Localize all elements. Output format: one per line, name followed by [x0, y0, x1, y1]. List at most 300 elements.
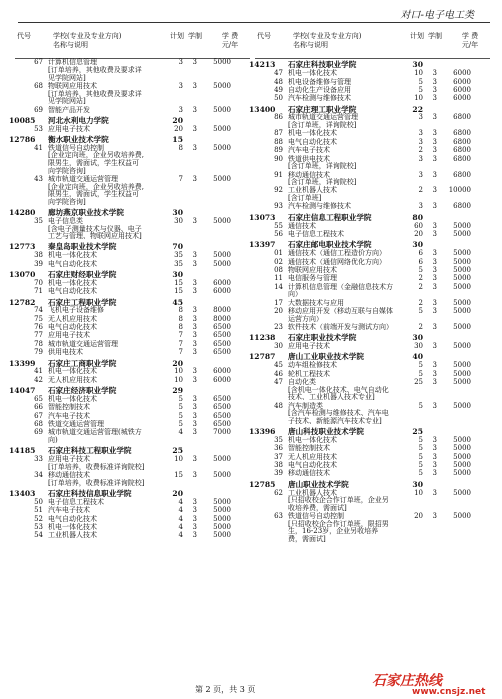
row-years: 3 [192, 506, 197, 515]
row-fee: 6500 [213, 348, 231, 357]
row-plan: 4 [178, 522, 183, 531]
row-code: 90 [274, 154, 283, 163]
row-fee: 5000 [453, 306, 471, 315]
row-code: 48 [274, 401, 283, 410]
row-plan: 5 [418, 85, 423, 94]
row-years: 3 [432, 257, 437, 266]
row-name: 电气自动化技术 [48, 514, 97, 523]
row-name: 秦皇岛职业技术学院 [48, 242, 117, 252]
row-name: 电子信息工程技术 [288, 229, 344, 238]
row-years: 3 [192, 428, 197, 437]
right-rows [249, 60, 490, 544]
row-plan: 35 [174, 251, 183, 260]
row-name: 应用电子技术 [48, 124, 90, 133]
row-code: 86 [274, 113, 283, 122]
row-code: 68 [34, 420, 43, 429]
row-fee: 6800 [453, 137, 471, 146]
row-years: 3 [432, 129, 437, 138]
row-name: 电信服务与管理 [288, 274, 337, 283]
row-name: 汽车电子技术 [48, 506, 90, 515]
row-name: 应用电子技术 [48, 331, 90, 340]
header-code: 代号 [257, 32, 271, 40]
row-code: 20 [274, 306, 283, 315]
row-plan: 3 [418, 137, 423, 146]
row-years: 3 [432, 469, 437, 478]
row-code: 75 [34, 314, 43, 323]
row-plan: 8 [178, 143, 183, 152]
school-row [9, 489, 250, 499]
row-years: 3 [432, 85, 437, 94]
row-fee: 5000 [213, 174, 231, 183]
row-years: 3 [192, 124, 197, 133]
row-years: 3 [192, 306, 197, 315]
row-plan: 7 [178, 174, 183, 183]
school-row [9, 115, 250, 126]
row-fee: 5000 [453, 469, 471, 478]
major-row [15, 429, 250, 445]
row-fee: 6500 [213, 331, 231, 340]
row-plan: 2 [418, 186, 423, 195]
row-fee: 6500 [213, 394, 231, 403]
row-code: 13073 [249, 212, 276, 222]
row-code: 68 [34, 81, 43, 90]
row-name: 石家庄信息工程职业学院 [288, 212, 372, 222]
row-fee: 6000 [213, 367, 231, 376]
row-name: 移动通信技术 [288, 469, 330, 478]
row-fee: 5000 [213, 143, 231, 152]
row-years: 3 [432, 113, 437, 122]
row-plan: 6 [418, 249, 423, 258]
row-code: 77 [34, 331, 43, 340]
row-years: 3 [432, 369, 437, 378]
row-name: 智能产品开发 [48, 105, 90, 114]
row-years: 3 [192, 348, 197, 357]
row-years: 3 [432, 306, 437, 315]
row-name: 城市轨道交通运营管理 [48, 339, 118, 348]
row-plan: 22 [412, 104, 423, 114]
row-code: 74 [34, 306, 43, 315]
row-name: 机电一体化技术 [288, 69, 337, 78]
row-code: 43 [34, 174, 43, 183]
row-plan: 30 [412, 333, 423, 343]
row-plan: 5 [178, 420, 183, 429]
row-years: 3 [192, 471, 197, 480]
row-code: 55 [274, 221, 283, 230]
left-rows [9, 58, 250, 540]
header-school: 学校(专业及专业方向) 名称与说明 [293, 32, 362, 49]
row-plan: 2 [418, 322, 423, 331]
page-category-title: 对口-电子电工类 [400, 10, 474, 21]
row-plan: 10 [174, 375, 183, 384]
row-years: 3 [192, 522, 197, 531]
header-rule [18, 22, 490, 23]
row-fee: 5000 [213, 497, 231, 506]
major-row [255, 275, 490, 283]
major-row [15, 349, 250, 357]
row-fee: 5000 [213, 105, 231, 114]
row-years: 3 [192, 216, 197, 225]
row-plan: 4 [178, 428, 183, 437]
row-fee: 6000 [453, 94, 471, 103]
row-name: 电子信息类 [含电子测量技术与仪器、电子 工艺与管理、物联网应用技术] [48, 216, 142, 241]
major-row [255, 362, 490, 370]
row-code: 23 [274, 322, 283, 331]
row-plan: 10 [414, 94, 423, 103]
row-name: 石家庄科技工程职业学院 [48, 446, 132, 456]
row-code: 49 [274, 85, 283, 94]
header-code: 代号 [17, 32, 31, 40]
row-fee: 5000 [453, 322, 471, 331]
row-plan: 4 [178, 514, 183, 523]
row-code: 54 [34, 531, 43, 540]
row-plan: 20 [172, 489, 183, 499]
row-name: 无人机应用技术 [48, 314, 97, 323]
row-code: 47 [274, 69, 283, 78]
row-years: 3 [432, 461, 437, 470]
row-fee: 5000 [453, 342, 471, 351]
row-plan: 15 [172, 135, 183, 145]
row-fee: 8000 [213, 306, 231, 315]
row-fee: 6500 [213, 339, 231, 348]
row-name: 供用电技术 [48, 348, 83, 357]
row-name: 河北水利电力学院 [48, 115, 109, 125]
row-code: 88 [274, 137, 283, 146]
row-fee: 5000 [213, 455, 231, 464]
row-years: 3 [192, 58, 197, 67]
major-row [15, 252, 250, 260]
row-plan: 5 [418, 435, 423, 444]
major-row [255, 203, 490, 211]
row-plan: 4 [178, 497, 183, 506]
row-name: 软件技术（前端开发与测试方向） [288, 322, 393, 331]
row-years: 3 [432, 452, 437, 461]
row-plan: 60 [414, 221, 423, 230]
major-row [15, 83, 250, 107]
major-row [255, 489, 490, 513]
row-plan: 3 [418, 170, 423, 179]
row-code: 92 [274, 186, 283, 195]
row-code: 63 [274, 512, 283, 521]
row-code: 50 [274, 94, 283, 103]
row-plan: 6 [418, 257, 423, 266]
row-plan: 5 [178, 394, 183, 403]
major-row [255, 147, 490, 155]
row-plan: 25 [412, 427, 423, 437]
major-row [255, 95, 490, 103]
row-name: 铁道信号自动控制 [只招收校企合作订单班，限招男 生，16-23岁，企业另收培养 费，需面试] [288, 512, 389, 543]
row-name: 石家庄科技信息职业学院 [48, 489, 132, 499]
row-plan: 20 [414, 512, 423, 521]
row-plan: 3 [178, 105, 183, 114]
row-code: 53 [34, 522, 43, 531]
row-plan: 2 [418, 282, 423, 291]
row-years: 3 [432, 274, 437, 283]
row-plan: 7 [178, 348, 183, 357]
row-plan: 45 [172, 297, 183, 307]
row-code: 11 [274, 274, 283, 283]
watermark-logo [372, 670, 500, 698]
row-name: 唐山科技职业技术学院 [288, 427, 364, 437]
row-plan: 5 [418, 77, 423, 86]
row-fee: 5000 [213, 81, 231, 90]
row-code: 47 [274, 378, 283, 387]
row-code: 39 [34, 259, 43, 268]
row-name: 唐山工业职业技术学院 [288, 352, 364, 362]
row-code: 93 [274, 202, 283, 211]
row-fee: 6000 [213, 278, 231, 287]
row-code: 13403 [9, 489, 36, 499]
row-years: 3 [192, 420, 197, 429]
row-plan: 30 [174, 216, 183, 225]
row-fee: 6800 [453, 129, 471, 138]
row-plan: 3 [178, 58, 183, 67]
row-fee: 5000 [453, 369, 471, 378]
row-name: 机电一体化技术 [288, 129, 337, 138]
row-years: 3 [192, 367, 197, 376]
major-row [255, 308, 490, 324]
row-fee: 5000 [213, 216, 231, 225]
row-plan: 15 [174, 471, 183, 480]
row-code: 01 [274, 249, 283, 258]
row-name: 机电一体化技术 [48, 522, 97, 531]
row-code: 69 [34, 105, 43, 114]
row-code: 78 [34, 339, 43, 348]
major-row [255, 155, 490, 171]
row-name: 汽车制造类 [含汽车检测与维修技术、汽车电 子技术、新能源汽车技术专业] [288, 401, 389, 425]
row-code: 36 [274, 444, 283, 453]
row-name: 石家庄邮电职业技术学院 [288, 240, 372, 250]
row-years: 3 [192, 455, 197, 464]
row-fee: 10000 [448, 186, 471, 195]
major-row [15, 456, 250, 472]
row-name: 城市轨道交通运营管理 [含订单班，详询院校] [288, 113, 358, 130]
row-code: 38 [274, 461, 283, 470]
row-name: 通信技术 [288, 221, 316, 230]
row-fee: 6500 [213, 323, 231, 332]
row-fee: 5000 [213, 522, 231, 531]
major-row [15, 144, 250, 175]
row-plan: 25 [172, 446, 183, 456]
row-plan: 30 [412, 60, 423, 70]
row-code: 08 [274, 265, 283, 274]
row-years: 3 [192, 314, 197, 323]
row-name: 衡水职业技术学院 [48, 135, 109, 145]
row-code: 62 [274, 488, 283, 497]
row-fee: 5000 [453, 221, 471, 230]
row-code: 45 [274, 361, 283, 370]
row-fee: 5000 [453, 401, 471, 410]
row-name: 石家庄工商职业学院 [48, 358, 117, 368]
row-years: 3 [192, 251, 197, 260]
row-code: 12782 [9, 297, 36, 307]
row-name: 城市轨道交通运营管理(城铁方 向) [48, 428, 142, 444]
row-code: 17 [274, 298, 283, 307]
row-code: 39 [274, 469, 283, 478]
row-name: 自动化类 [含机电一体化技术、电气自动化 技术、工业机器人技术专业] [288, 378, 389, 402]
row-name: 应用电子技术 [288, 342, 330, 351]
major-row [255, 324, 490, 332]
row-plan: 10 [174, 367, 183, 376]
row-years: 3 [432, 94, 437, 103]
row-fee: 5000 [213, 251, 231, 260]
row-plan: 8 [178, 306, 183, 315]
row-plan: 10 [414, 69, 423, 78]
row-fee: 6800 [453, 146, 471, 155]
row-code: 50 [34, 497, 43, 506]
row-code: 14213 [249, 60, 276, 70]
row-name: 汽车检测与维修技术 [288, 94, 351, 103]
row-name: 无人机应用技术 [288, 452, 337, 461]
row-plan: 20 [414, 229, 423, 238]
row-fee: 6000 [453, 85, 471, 94]
row-code: 35 [34, 216, 43, 225]
row-years: 3 [192, 278, 197, 287]
school-row [9, 135, 250, 145]
school-row [249, 212, 490, 222]
row-plan: 5 [418, 361, 423, 370]
row-code: 13400 [249, 104, 276, 114]
row-code: 14185 [9, 446, 36, 456]
row-code: 12785 [249, 479, 276, 489]
row-name: 移动应用开发（移动互联与自媒体 运营方向） [288, 306, 393, 323]
row-code: 41 [34, 143, 43, 152]
header-years: 学制 [188, 32, 202, 40]
row-name: 机电一体化技术 [48, 394, 97, 403]
row-years: 3 [432, 69, 437, 78]
page-number: 第 2 页，共 3 页 [195, 685, 256, 694]
row-years: 3 [192, 105, 197, 114]
major-row [15, 532, 250, 540]
row-code: 12787 [249, 352, 276, 362]
row-years: 3 [432, 170, 437, 179]
row-name: 石家庄经济职业学院 [48, 386, 117, 396]
row-fee: 5000 [453, 229, 471, 238]
row-plan: 8 [178, 314, 183, 323]
row-plan: 3 [418, 129, 423, 138]
row-fee: 5000 [453, 282, 471, 291]
row-fee: 6000 [213, 375, 231, 384]
row-code: 41 [34, 367, 43, 376]
row-name: 物联网应用技术 [订单培养，其他收费及要求详 见学院网站] [48, 81, 142, 106]
row-name: 无人机应用技术 [48, 375, 97, 384]
row-fee: 6800 [453, 170, 471, 179]
row-plan: 30 [172, 208, 183, 218]
row-code: 79 [34, 348, 43, 357]
row-years: 3 [432, 401, 437, 410]
row-code: 53 [34, 124, 43, 133]
row-years: 3 [192, 411, 197, 420]
row-plan: 15 [174, 287, 183, 296]
major-row [255, 402, 490, 426]
row-years: 3 [432, 322, 437, 331]
row-years: 3 [432, 444, 437, 453]
row-plan: 4 [178, 506, 183, 515]
row-name: 机电一体化技术 [48, 278, 97, 287]
row-name: 廊坊燕京职业技术学院 [48, 208, 124, 218]
row-code: 34 [34, 471, 43, 480]
row-plan: 5 [418, 452, 423, 461]
major-row [15, 507, 250, 515]
row-plan: 30 [412, 479, 423, 489]
row-plan: 70 [172, 242, 183, 252]
row-plan: 5 [418, 306, 423, 315]
row-years: 3 [432, 361, 437, 370]
row-years: 3 [192, 287, 197, 296]
row-plan: 80 [412, 212, 423, 222]
row-fee: 5000 [453, 361, 471, 370]
row-name: 工业机器人技术 [含订单班] [288, 186, 337, 203]
row-plan: 2 [418, 298, 423, 307]
row-years: 3 [192, 394, 197, 403]
row-code: 51 [34, 506, 43, 515]
row-code: 52 [34, 514, 43, 523]
row-plan: 2 [418, 274, 423, 283]
page-header [0, 0, 502, 24]
major-row [15, 176, 250, 207]
row-years: 3 [432, 137, 437, 146]
major-row [15, 472, 250, 488]
row-years: 3 [432, 282, 437, 291]
row-code: 38 [34, 251, 43, 260]
row-fee: 5000 [453, 512, 471, 521]
row-name: 机电一体化技术 [48, 251, 97, 260]
row-name: 铁道交通运营管理 [48, 420, 104, 429]
row-fee: 5000 [453, 257, 471, 266]
major-row [15, 288, 250, 296]
row-years: 3 [432, 154, 437, 163]
left-column [9, 30, 250, 540]
row-code: 14047 [9, 386, 36, 396]
school-row [9, 270, 250, 280]
row-years: 3 [432, 146, 437, 155]
row-name: 轮机工程技术 [288, 369, 330, 378]
row-code: 67 [34, 58, 43, 67]
row-plan: 10 [174, 455, 183, 464]
row-name: 通信技术（通信网络优化方向） [288, 257, 386, 266]
row-code: 02 [274, 257, 283, 266]
row-fee: 5000 [453, 298, 471, 307]
row-code: 14 [274, 282, 283, 291]
major-row [255, 70, 490, 78]
row-name: 城市轨道交通运营管理 [企业定向班，企业另收培养费, 限男生，需面试，学生权益可 向学院咨询] [48, 174, 144, 206]
row-years: 3 [192, 514, 197, 523]
row-plan: 29 [172, 386, 183, 396]
row-plan: 5 [418, 369, 423, 378]
row-years: 3 [432, 221, 437, 230]
row-code: 12786 [9, 135, 36, 145]
column-header [15, 30, 250, 59]
header-fee: 学 费 元/年 [461, 32, 479, 49]
row-fee: 5000 [213, 259, 231, 268]
row-fee: 6800 [453, 113, 471, 122]
column-header [255, 30, 490, 59]
row-plan: 3 [418, 113, 423, 122]
row-name: 移动通信技术 [订单培养，收费标准详询院校] [48, 471, 145, 487]
row-name: 电气自动化技术 [48, 323, 97, 332]
row-fee: 6000 [453, 77, 471, 86]
row-name: 计算机信息管理 [订单培养，其他收费及要求详 见学院网站] [48, 58, 142, 82]
row-years: 3 [432, 202, 437, 211]
row-code: 76 [34, 323, 43, 332]
watermark-text: 石家庄热线 [372, 673, 442, 689]
row-code: 13397 [249, 240, 276, 250]
row-plan: 7 [178, 339, 183, 348]
right-column [249, 30, 490, 544]
row-name: 机电一体化技术 [288, 435, 337, 444]
header-years: 学制 [428, 32, 442, 40]
row-plan: 15 [174, 278, 183, 287]
row-fee: 5000 [213, 531, 231, 540]
